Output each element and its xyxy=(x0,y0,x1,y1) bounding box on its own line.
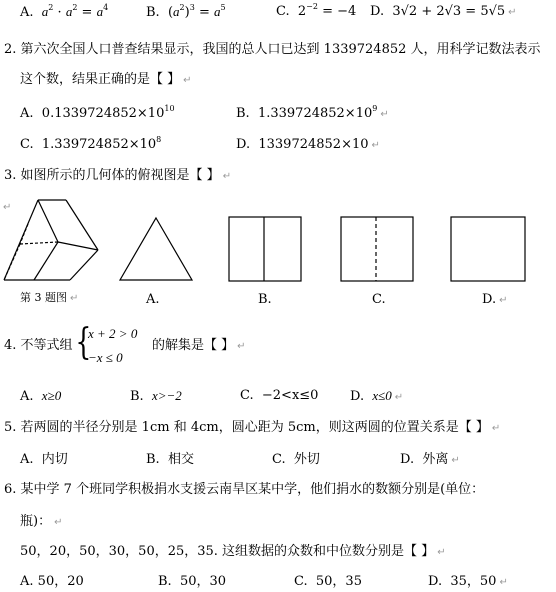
q3-stem: 3. 如图所示的几何体的俯视图是【 】 ↵ xyxy=(4,168,232,183)
return-mark-icon: ↵ xyxy=(491,423,501,434)
q2-option-a: A. $0.1339724852\times 10^{10}$ xyxy=(20,104,175,121)
q2-option-b: B. $1.339724852\times 10^9↵$ xyxy=(236,104,389,121)
q2-line1: 2. 第六次全国人口普查结果显示，我国的总人口已达到 1339724852 人，用科学记数法表示 xyxy=(4,42,541,57)
q3-option-a-label: A. xyxy=(146,292,160,307)
prism-edge xyxy=(38,200,58,242)
q6-option-a: A. 50，20 xyxy=(20,574,84,589)
q5-option-b: B. 相交 xyxy=(146,452,194,467)
q5-option-d: D. 外离 ↵ xyxy=(400,452,460,467)
q6-option-d: D. 35，50 ↵ xyxy=(428,574,508,589)
q1-option-a: A. $a^2 \cdot a^2 = a^4$ xyxy=(20,3,109,20)
return-mark-icon: ↵ xyxy=(3,202,12,213)
q2-option-d: D. 1339724852×10 ↵ xyxy=(236,137,380,152)
return-mark-icon: ↵ xyxy=(371,140,380,151)
q6-line2: 瓶)： ↵ xyxy=(20,514,63,529)
return-mark-icon: ↵ xyxy=(394,392,404,403)
q2-option-c: C. $1.339724852\times 10^8$ xyxy=(20,135,162,152)
q1-option-c: C. $2^{-2} = -4$ xyxy=(276,2,357,19)
return-mark-icon: ↵ xyxy=(237,341,246,352)
prism-edge xyxy=(34,242,58,280)
q3-option-d-label: D. ↵ xyxy=(482,292,508,307)
prism-edge xyxy=(58,242,98,250)
q2-line2: 这个数，结果正确的是【 】 ↵ xyxy=(20,72,192,87)
q4-option-c: C. −2<x≤0 xyxy=(240,388,319,403)
prism-edge xyxy=(66,200,98,250)
q6-option-b: B. 50，30 xyxy=(158,574,227,589)
q6-option-c: C. 50，35 xyxy=(294,574,362,589)
q3-option-d-rect xyxy=(450,216,526,282)
return-mark-icon: ↵ xyxy=(70,293,79,304)
q3-option-b-rect-solid xyxy=(228,216,302,282)
q4-number: 4. 不等式组 xyxy=(4,338,73,353)
return-mark-icon: ↵ xyxy=(508,7,517,18)
prism-hidden-edge xyxy=(20,242,58,244)
q5-option-a: A. 内切 xyxy=(20,452,68,467)
prism-figure xyxy=(0,192,104,284)
q4-inequality-1: x + 2 > 0 xyxy=(88,326,138,341)
return-mark-icon: ↵ xyxy=(499,295,508,306)
q3-option-a-triangle xyxy=(118,216,194,282)
q4-inequality-2: −x ≤ 0 xyxy=(88,350,123,365)
brace-icon: { xyxy=(75,322,92,363)
q4-option-b: B. x>−2 xyxy=(130,388,182,404)
return-mark-icon: ↵ xyxy=(54,517,63,528)
q4-option-d: D. x≤0 ↵ xyxy=(350,388,404,404)
prism-edge xyxy=(70,250,98,280)
q3-option-c-rect-dashed xyxy=(340,216,414,282)
return-mark-icon: ↵ xyxy=(437,547,446,558)
return-mark-icon: ↵ xyxy=(183,75,192,86)
return-mark-icon: ↵ xyxy=(451,455,460,466)
return-mark-icon: ↵ xyxy=(380,109,389,120)
q6-line3: 50，20，50，30，50，25，35. 这组数据的众数和中位数分别是【 】 ↵ xyxy=(20,544,446,559)
q4-option-a: A. x≥0 xyxy=(20,388,62,404)
q3-option-b-label: B. xyxy=(258,292,272,307)
q3-figure-caption: 第 3 题图 ↵ xyxy=(20,291,79,304)
q1-option-d: D. 3√2 + 2√3 = 5√5 ↵ xyxy=(370,4,517,19)
q1-option-b: B. $(a^2)^3 = a^5$ xyxy=(146,3,226,20)
q3-option-c-label: C. xyxy=(372,292,386,307)
return-mark-icon: ↵ xyxy=(222,171,232,182)
q4-suffix: 的解集是【 】 ↵ xyxy=(152,338,246,353)
return-mark-icon: ↵ xyxy=(499,577,508,588)
q5-option-c: C. 外切 xyxy=(272,452,320,467)
q5-stem: 5. 若两圆的半径分别是 1cm 和 4cm，圆心距为 5cm，则这两圆的位置关系是【 】 ↵ xyxy=(4,420,501,435)
q6-line1: 6. 某中学 7 个班同学积极捐水支援云南旱区某中学，他们捐水的数额分别是(单位： xyxy=(4,482,485,497)
